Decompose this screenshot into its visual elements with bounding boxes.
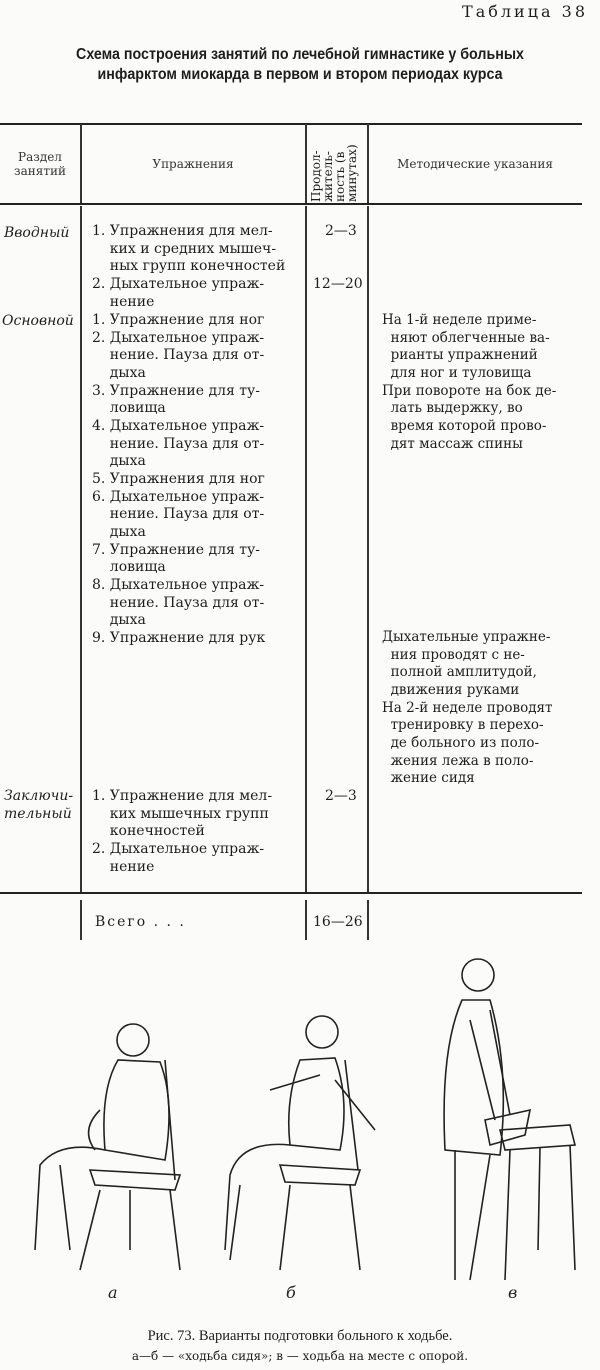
figure-label-c: в — [508, 1283, 518, 1302]
header-section: Раздел занятий — [14, 150, 66, 178]
table-top-rule — [0, 123, 582, 125]
total-label: Всего . . . — [95, 914, 186, 930]
figure-a-seated-walking — [35, 1024, 180, 1270]
exercise-list: 1. Упражнение для мел- ких мышечных групп конечностей 2. Дыхательное упраж- нение — [92, 788, 273, 875]
header-exercises: Упражнения — [152, 157, 234, 171]
exercise-list: 1. Упражнение для ног 2. Дыхательное упраж- нение. Пауза для от- дыха 3. Упражнение для ту- ловища 4. Дыхательное упраж- нение. Пауза для от- дыха 5. Упражнения для ног 6. Дыхательное упраж- нение. Пауза для от- дыха 7. Упражнение для ту- ловища 8. Дыхательное упраж- нение. Пауза для от- дыха 9. Упражнение для рук — [92, 312, 266, 646]
header-notes: Методические указания — [397, 157, 553, 171]
exercise-list: 1. Упражнения для мел- ких и средних мышеч- ных групп конечностей 2. Дыхательное упраж- нение — [92, 223, 286, 310]
figure-c-standing-support — [444, 959, 575, 1280]
title-line-2: инфарктом миокарда в первом и втором периодах курса — [97, 66, 503, 83]
figure-subcaption: а—б — «ходьба сидя»; в — ходьба на месте с опорой. — [131, 1349, 469, 1363]
section-name: Основной — [2, 313, 74, 329]
title-line-1: Схема построения занятий по лечебной гимнастике у больных — [76, 46, 524, 63]
duration-value: 2—3 — [325, 788, 357, 804]
method-note: На 1-й неделе приме- няют облегченные ва- рианты упражнений для ног и туловища При повороте на бок де- лать выдержку, во время которой прово- дят массаж спины — [382, 312, 557, 452]
col-divider — [305, 124, 307, 203]
col-divider — [80, 206, 82, 892]
total-value: 16—26 — [313, 914, 363, 930]
header-rule — [0, 203, 582, 205]
section-name: Вводный — [4, 225, 70, 241]
figure-label-a: а — [108, 1283, 118, 1302]
section-name: Заключи- тельный — [4, 788, 74, 822]
col-divider — [367, 900, 369, 940]
method-note: Дыхательные упражне- ния проводят с не- полной амплитудой, движения руками На 2-й неделе проводят тренировку в перехо- де больного из поло- жения лежа в поло- жение сидя — [382, 629, 553, 787]
figure-label-b: б — [286, 1283, 296, 1302]
col-divider — [367, 206, 369, 892]
col-divider — [367, 124, 369, 203]
figure-illustration — [0, 950, 600, 1320]
table-title — [24, 45, 576, 85]
duration-value: 12—20 — [313, 276, 363, 292]
body-bottom-rule — [0, 892, 582, 894]
col-divider — [80, 900, 82, 940]
figure-caption: Рис. 73. Варианты подготовки больного к ходьбе. — [147, 1328, 453, 1344]
duration-value: 2—3 — [325, 223, 357, 239]
table-number: Таблица 38 — [462, 2, 588, 21]
col-divider — [305, 206, 307, 892]
header-duration: Продол- житель- ность (в минутах) — [309, 144, 359, 202]
figure-b-seated-walking — [225, 1016, 375, 1270]
col-divider — [305, 900, 307, 940]
